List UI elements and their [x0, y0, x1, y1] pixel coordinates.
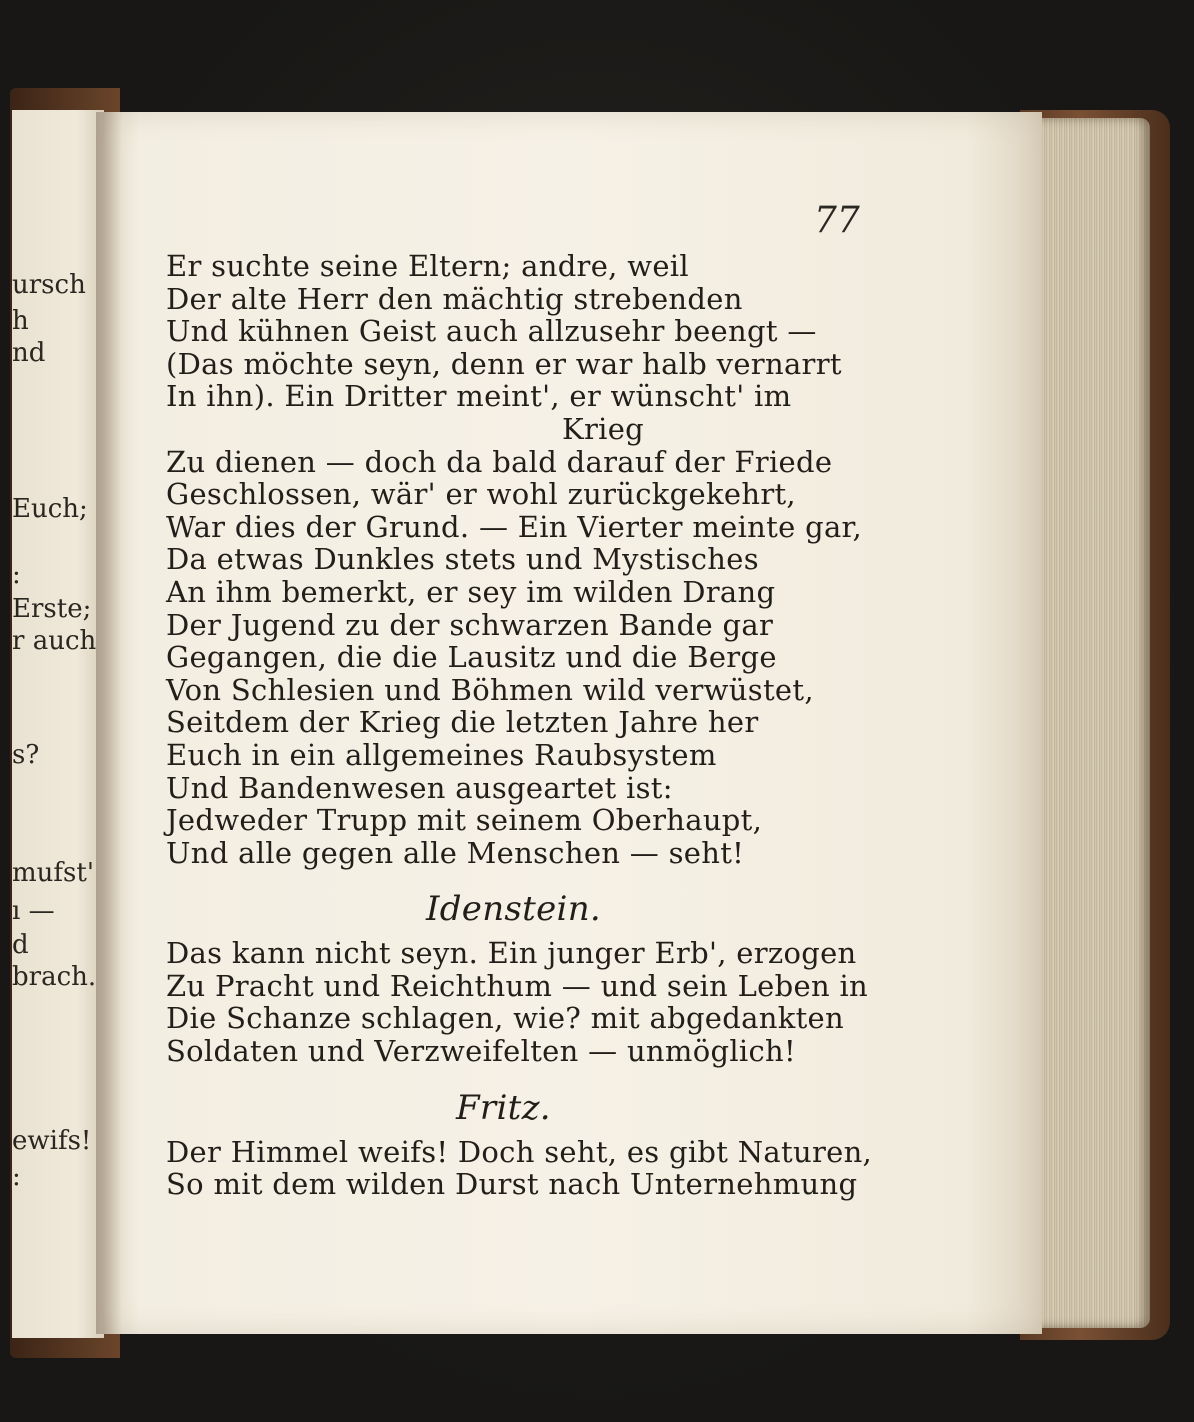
right-page — [102, 112, 1042, 1334]
verse-line: (Das möchte seyn, denn er war halb vernarrt — [166, 346, 842, 381]
verse-line: Der Jugend zu der schwarzen Bande gar — [166, 607, 774, 642]
left-fragment: : — [12, 560, 21, 590]
verse-line: In ihn). Ein Dritter meint', er wünscht' im — [166, 379, 792, 414]
verse-line: Zu Pracht und Reichthum — und sein Leben in — [166, 968, 869, 1003]
left-fragment: ewifs! — [12, 1126, 92, 1156]
verse-line: Und kühnen Geist auch allzusehr beengt — — [166, 314, 817, 349]
verse-line: Soldaten und Verzweifelten — unmöglich! — [166, 1034, 796, 1069]
verse-line: Das kann nicht seyn. Ein junger Erb', erzogen — [166, 936, 857, 971]
page-edges — [1040, 118, 1150, 1328]
left-fragment: h — [12, 306, 29, 336]
left-fragment: s? — [12, 740, 40, 770]
verse-line: An ihm bemerkt, er sey im wilden Drang — [166, 574, 776, 609]
left-fragment: nd — [12, 338, 46, 368]
left-fragment: Euch; — [12, 494, 88, 524]
verse-line: Die Schanze schlagen, wie? mit abgedankten — [166, 1001, 844, 1036]
verse-line: Euch in ein allgemeines Raubsystem — [166, 737, 717, 772]
left-fragment: ursch — [12, 270, 86, 300]
left-fragment: : — [12, 1162, 21, 1192]
verse-line: Seitdem der Krieg die letzten Jahre her — [166, 705, 759, 740]
verse-line: Geschlossen, wär' er wohl zurückgekehrt, — [166, 477, 796, 512]
verse-line: Der alte Herr den mächtig strebenden — [166, 281, 743, 316]
verse-line-continuation: Krieg — [562, 411, 645, 446]
left-page — [12, 110, 104, 1338]
verse-line: Er suchte seine Eltern; andre, weil — [166, 249, 689, 283]
verse-line: Von Schlesien und Böhmen wild verwüstet, — [166, 672, 814, 707]
left-fragment: r auch — [12, 626, 97, 656]
left-fragment: mufst' — [12, 858, 94, 888]
left-fragment: brach. — [12, 962, 97, 992]
left-fragment: ı — — [12, 896, 55, 926]
page-number: 77 — [814, 200, 860, 241]
verse-line: Und alle gegen alle Menschen — seht! — [166, 835, 745, 870]
left-fragment: Erste; — [12, 594, 92, 624]
speaker-name: Fritz. — [456, 1087, 551, 1128]
verse-line: Und Bandenwesen ausgeartet ist: — [166, 770, 673, 805]
verse-text — [166, 250, 886, 1201]
verse-line: Der Himmel weifs! Doch seht, es gibt Naturen, — [166, 1134, 873, 1169]
verse-line: Zu dienen — doch da bald darauf der Friede — [166, 444, 833, 479]
verse-line: Da etwas Dunkles stets und Mystisches — [166, 542, 759, 577]
speaker-name: Idenstein. — [426, 889, 602, 930]
verse-line: So mit dem wilden Durst nach Unternehmung — [166, 1167, 858, 1202]
verse-line: Jedweder Trupp mit seinem Oberhaupt, — [166, 803, 763, 838]
spine-shadow — [96, 112, 122, 1334]
verse-line: Gegangen, die die Lausitz und die Berge — [166, 640, 777, 675]
left-fragment: d — [12, 930, 29, 960]
verse-line: War dies der Grund. — Ein Vierter meinte gar, — [166, 509, 863, 544]
